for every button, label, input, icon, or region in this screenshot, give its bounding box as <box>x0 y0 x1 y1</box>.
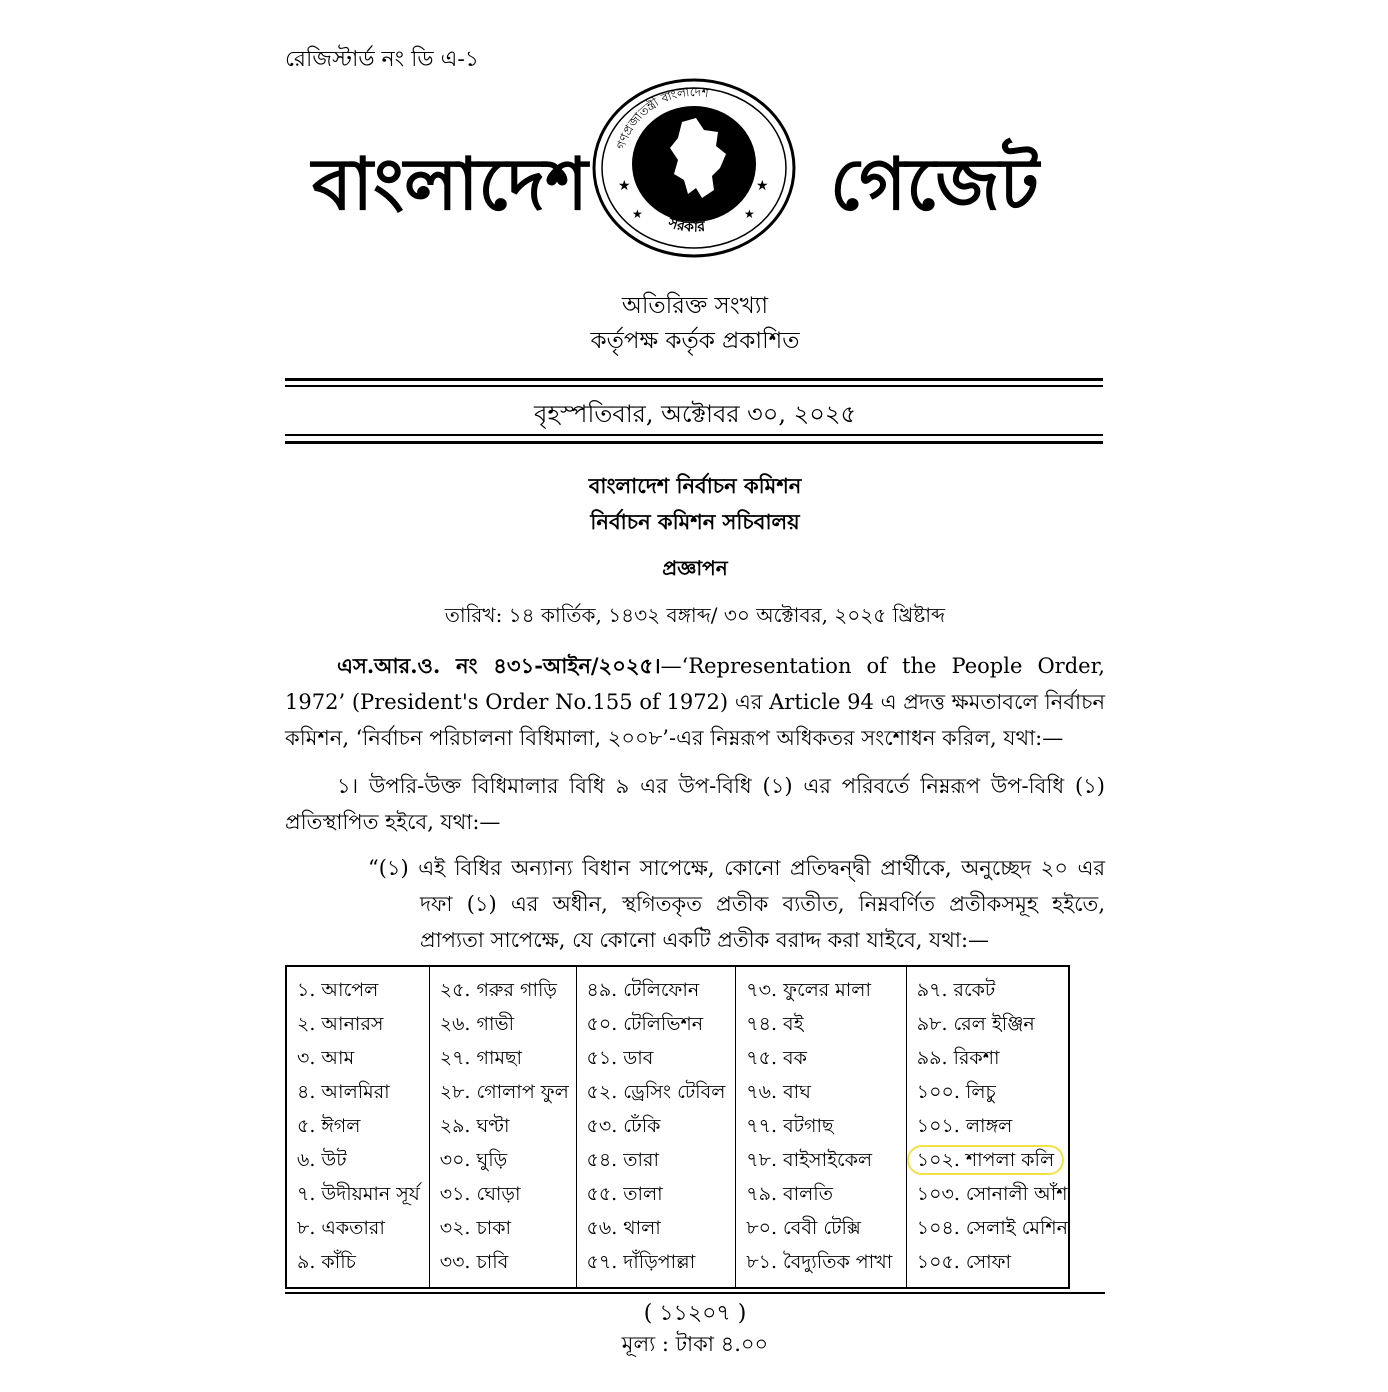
seal-star-left-icon: ★ <box>618 178 631 194</box>
seal-star-right2-icon: ★ <box>744 207 755 221</box>
list-item: ১০১. লাঙ্গল <box>916 1115 1013 1137</box>
list-item: ৮. একতারা <box>297 1217 385 1239</box>
list-item: ৭৭. বটগাছ <box>746 1115 834 1137</box>
date-rule-top <box>285 378 1103 381</box>
highlighted-list-item <box>917 1143 1068 1177</box>
list-item: ৫২. ড্রেসিং টেবিল <box>586 1081 726 1103</box>
list-item: ২৬. গাভী <box>439 1013 515 1035</box>
seal-top-text: গণপ্রজাতন্ত্রী বাংলাদেশ <box>613 84 710 152</box>
list-item: ১০৫. সোফা <box>916 1251 1012 1273</box>
notification-heading: প্রজ্ঞাপন <box>662 556 728 580</box>
symbols-column <box>906 966 1069 1288</box>
list-item: ১০৪. সেলাই মেশিন <box>916 1217 1068 1239</box>
quoted-subrule-text: “(১) এই বিধির অন্যান্য বিধান সাপেক্ষে, কোনো প্রতিদ্বন্দ্বী প্রার্থীকে, অনুচ্ছেদ ২০ এর দফা (১) এর অধীন, স্থগিতকৃত প্রতীক ব্যতীত, নিম্নবর্ণিত প্রতীকসমূহ হইতে, প্রাপ্যতা সাপেক্ষে, যে কোনো একটি প্রতীক বরাদ্দ করা যাইবে, যথা:— <box>368 856 1105 952</box>
list-item: ৫৩. ঢেঁকি <box>586 1115 661 1137</box>
list-item: ৩৩. চাবি <box>439 1251 509 1273</box>
org-name: বাংলাদেশ নির্বাচন কমিশন <box>588 473 802 498</box>
symbols-table <box>285 965 1070 1289</box>
list-item: ৭৩. ফুলের মালা <box>746 979 871 1001</box>
issue-date: বৃহস্পতিবার, অক্টোবর ৩০, ২০২৫ <box>533 400 857 428</box>
list-item: ৭৫. বক <box>746 1047 807 1069</box>
list-item: ৫১. ডাব <box>586 1047 654 1069</box>
list-item: ৩০. ঘুড়ি <box>439 1149 508 1171</box>
sro-number: এস.আর.ও. নং ৪৩১-আইন/২০২৫। <box>337 653 661 678</box>
symbols-column <box>736 966 906 1288</box>
extra-issue-label: অতিরিক্ত সংখ্যা <box>621 293 769 319</box>
list-item: ৭৯. বালতি <box>746 1183 833 1205</box>
symbols-column <box>576 966 736 1288</box>
list-item: ২৮. গোলাপ ফুল <box>439 1081 569 1103</box>
list-item: ১. আপেল <box>297 979 379 1001</box>
list-item: ৯৯. রিকশা <box>916 1047 1000 1069</box>
paragraph-sro-text: —‘Representation of the People Order, 1972’ (President's Order No.155 of 1972) এর Article 94 এ প্রদত্ত ক্ষমতাবলে নির্বাচন কমিশন, ‘নির্বাচন পরিচালনা বিধিমালা, ২০০৮’-এর নিম্নরূপ অধিকতর সংশোধন করিল, যথা:— <box>285 654 1105 750</box>
date-rule-top-thin <box>285 385 1103 387</box>
list-item: ৫৬. থালা <box>586 1217 661 1239</box>
list-item: ২৫. গরুর গাড়ি <box>439 979 557 1001</box>
list-item: ১০৩. সোনালী আঁশ <box>916 1183 1068 1205</box>
gazette-title-left: বাংলাদেশ <box>312 141 588 226</box>
seal-star-left2-icon: ★ <box>632 207 643 221</box>
notification-date: তারিখ: ১৪ কার্তিক, ১৪৩২ বঙ্গাব্দ/ ৩০ অক্টোবর, ২০২৫ খ্রিষ্টাব্দ <box>444 603 946 627</box>
list-item: ৯৭. রকেট <box>916 979 996 1001</box>
symbols-row <box>286 966 1069 1288</box>
quoted-subrule <box>368 850 1105 958</box>
list-item: ৮০. বেবী টেক্সি <box>746 1217 861 1239</box>
list-item: ৫৫. তালা <box>586 1183 663 1205</box>
government-seal-icon <box>592 78 796 258</box>
list-item: ৭. উদীয়মান সূর্য <box>297 1183 420 1205</box>
paragraph-amendment: ১। উপরি-উক্ত বিধিমালার বিধি ৯ এর উপ-বিধি (১) এর পরিবর্তে নিম্নরূপ উপ-বিধি (১) প্রতিস্থাপিত হইবে, যথা:— <box>285 774 1105 834</box>
footer-rule <box>285 1292 1105 1294</box>
list-item: ৩২. চাকা <box>439 1217 512 1239</box>
highlight-circle: ১০২. শাপলা কলি <box>907 1145 1064 1175</box>
list-item: ৫. ঈগল <box>297 1115 361 1137</box>
list-item: ৮১. বৈদ্যুতিক পাখা <box>746 1251 893 1273</box>
seal-bottom-text: সরকার <box>666 214 706 236</box>
list-item: ৭৬. বাঘ <box>746 1081 811 1103</box>
list-item: ৫৪. তারা <box>586 1149 659 1171</box>
paragraph-sro <box>285 648 1105 756</box>
list-item: ৩১. ঘোড়া <box>439 1183 521 1205</box>
price-label: মূল্য : টাকা ৪.০০ <box>621 1332 769 1356</box>
seal-star-right-icon: ★ <box>756 178 769 194</box>
list-item: ২৯. ঘণ্টা <box>439 1115 510 1137</box>
list-item: ৯. কাঁচি <box>297 1251 356 1273</box>
list-item: ৫৭. দাঁড়িপাল্লা <box>586 1251 696 1273</box>
published-by-label: কর্তৃপক্ষ কর্তৃক প্রকাশিত <box>590 328 800 354</box>
list-item: ৯৮. রেল ইঞ্জিন <box>916 1013 1035 1035</box>
list-item: ২. আনারস <box>297 1013 384 1035</box>
list-item: ৭৮. বাইসাইকেল <box>746 1149 873 1171</box>
page-number: ( ১১২০৭ ) <box>643 1301 747 1326</box>
symbols-column <box>286 966 429 1288</box>
date-rule-bottom-thin <box>285 434 1103 436</box>
list-item: ৩. আম <box>297 1047 355 1069</box>
list-item: ৪. আলমিরা <box>297 1081 390 1103</box>
list-item: ৫০. টেলিভিশন <box>586 1013 704 1035</box>
list-item: ১০০. লিচু <box>916 1081 996 1103</box>
list-item: ৪৯. টেলিফোন <box>586 979 700 1001</box>
list-item: ৭৪. বই <box>746 1013 804 1035</box>
list-item: ২৭. গামছা <box>439 1047 523 1069</box>
symbols-column <box>429 966 576 1288</box>
org-secretariat: নির্বাচন কমিশন সচিবালয় <box>590 509 800 534</box>
list-item: ৬. উট <box>297 1149 347 1171</box>
registration-number: রেজিস্টার্ড নং ডি এ-১ <box>285 47 480 72</box>
date-rule-bottom <box>285 441 1103 444</box>
gazette-title-right: গেজেট <box>830 141 1039 226</box>
